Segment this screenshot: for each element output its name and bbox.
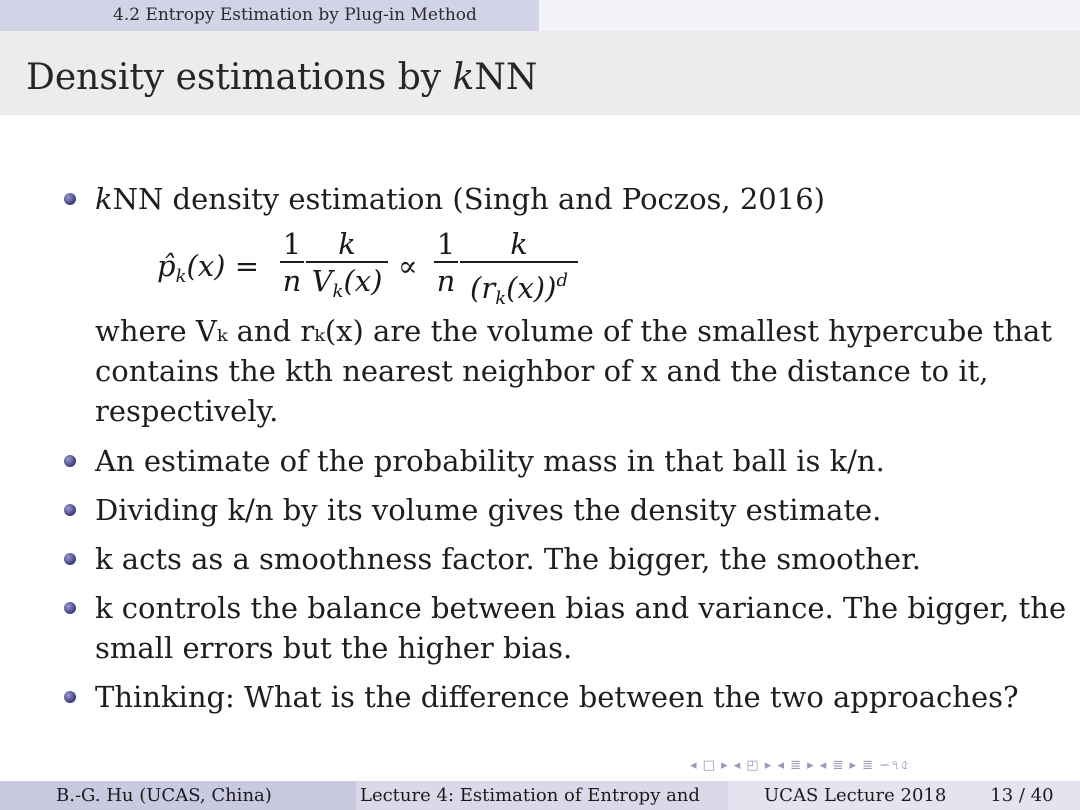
title-suffix: NN	[474, 57, 538, 98]
footer	[0, 781, 1080, 810]
frac-4-den-b: (x))	[506, 271, 557, 305]
frac-4-numerator: k	[510, 227, 528, 261]
formula-frac-3	[434, 227, 458, 299]
bullet-5-text-2: small errors but the higher bias.	[95, 631, 573, 665]
frac-2-den-arg: (x)	[343, 264, 383, 298]
bullet-icon	[64, 504, 76, 516]
section-breadcrumb[interactable]: 4.2 Entropy Estimation by Plug-in Method	[0, 0, 539, 31]
footer-author: B.-G. Hu (UCAS, China)	[0, 781, 356, 810]
formula-frac-1	[280, 227, 304, 299]
page-title	[26, 54, 537, 102]
footer-event-label: UCAS Lecture 2018	[764, 785, 947, 806]
bullet-1-label: NN density estimation (Singh and Poczos, 2016)	[112, 182, 825, 216]
title-prefix: Density estimations by	[26, 57, 453, 98]
where-line-2: contains the kth nearest neighbor of x and the distance to it,	[95, 354, 989, 388]
frac-2-den-v: V	[311, 264, 333, 298]
frac-1-numerator: 1	[282, 227, 302, 261]
where-line-1: where Vₖ and rₖ(x) are the volume of the smallest hypercube that	[95, 314, 1052, 348]
bullet-2-text: An estimate of the probability mass in that ball is k/n.	[95, 444, 885, 478]
footer-lecture-title: Lecture 4: Estimation of Entropy and	[356, 781, 728, 810]
frac-4-den-sup: d	[556, 270, 568, 291]
bullet-icon	[64, 691, 76, 703]
formula-lhs-p: p̂	[157, 249, 176, 283]
frac-4-denominator	[460, 263, 578, 317]
bullet-4-text: k acts as a smoothness factor. The bigger, the smoother.	[95, 542, 921, 576]
formula-lhs-sub: k	[175, 266, 187, 287]
frac-4-den-a: (r	[470, 271, 496, 305]
frac-2-den-sub: k	[332, 281, 344, 302]
formula-frac-4	[460, 227, 578, 317]
frac-4-den-sub: k	[495, 288, 507, 309]
bullet-icon	[64, 193, 76, 205]
frac-1-denominator: n	[282, 264, 302, 298]
bullet-6-text: Thinking: What is the difference between the two approaches?	[95, 680, 1019, 714]
title-k: k	[452, 57, 475, 98]
bullet-1-k: k	[95, 182, 113, 216]
footer-event	[728, 781, 1080, 810]
frac-2-numerator: k	[338, 227, 356, 261]
bullet-icon	[64, 553, 76, 565]
formula-lhs	[157, 246, 259, 297]
frac-3-denominator: n	[436, 264, 456, 298]
bullet-1-text	[95, 179, 825, 219]
frac-3-numerator: 1	[436, 227, 456, 261]
footer-page-number: 13 / 40	[990, 785, 1054, 806]
bullet-3-text: Dividing k/n by its volume gives the density estimate.	[95, 493, 882, 527]
bullet-5-text-1: k controls the balance between bias and variance. The bigger, the	[95, 591, 1067, 625]
bullet-icon	[64, 602, 76, 614]
formula-proportional: ∝	[398, 249, 418, 283]
formula-frac-2	[306, 227, 388, 310]
bullet-icon	[64, 455, 76, 467]
where-line-3: respectively.	[95, 394, 279, 428]
beamer-nav-icons[interactable]: ◂ □ ▸ ◂ ◰ ▸ ◂ ≣ ▸ ◂ ≣ ▸ ≣ ∽৭৫	[690, 758, 910, 773]
formula-lhs-arg: (x) =	[186, 249, 259, 283]
frac-2-denominator	[306, 263, 388, 310]
